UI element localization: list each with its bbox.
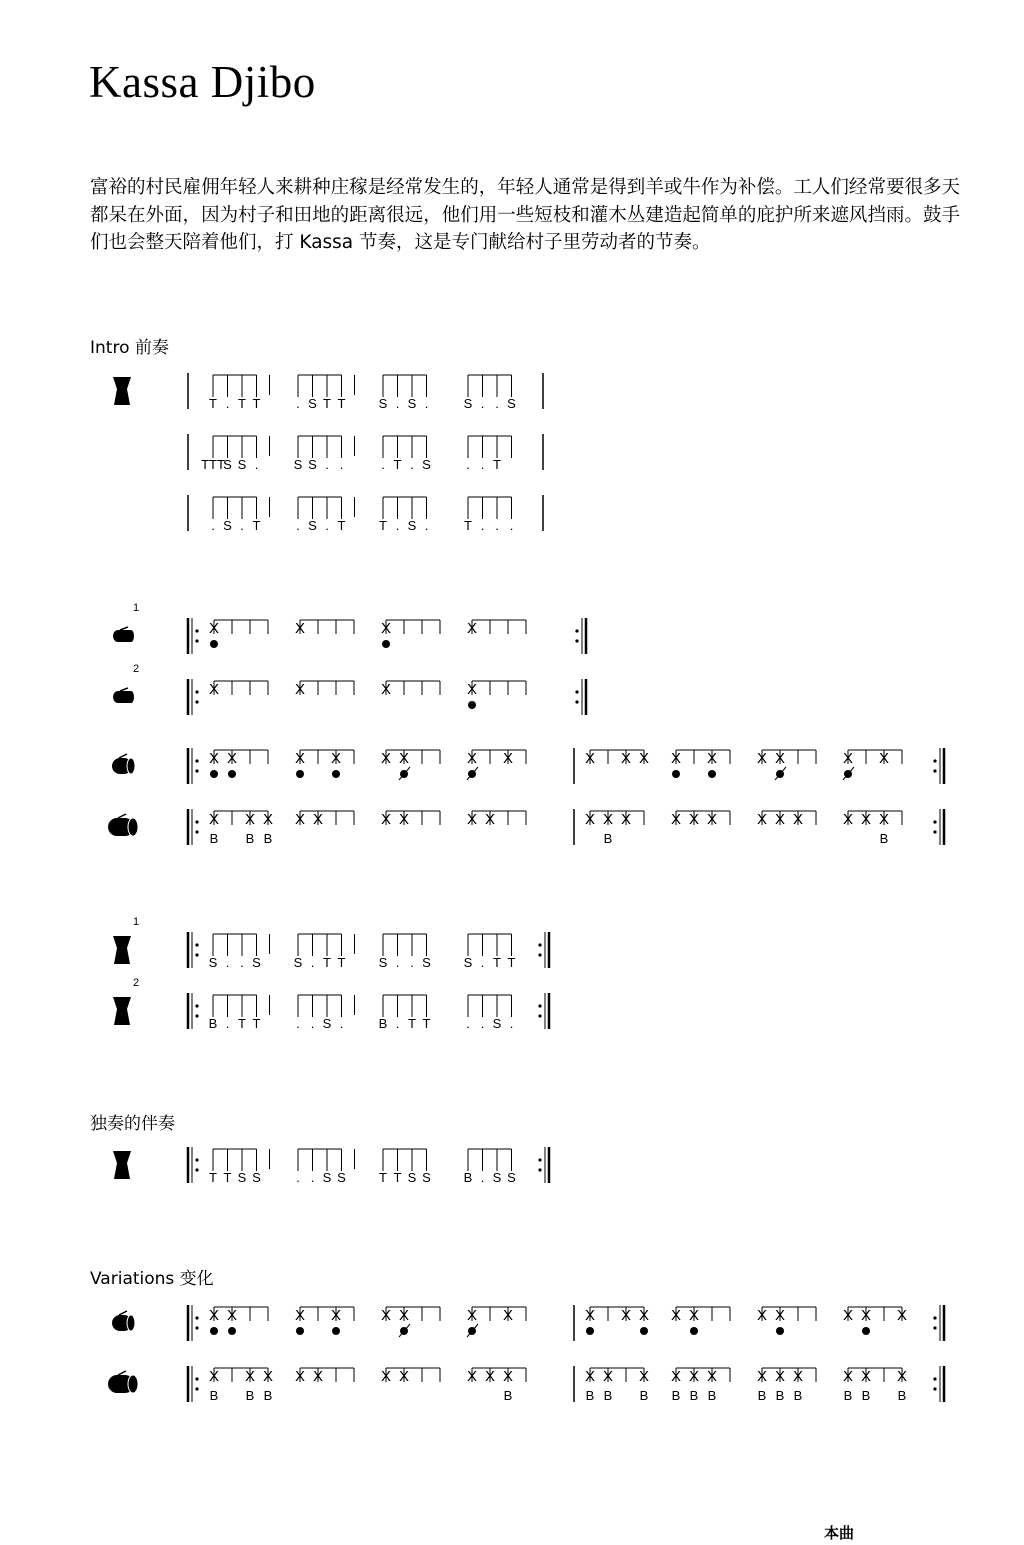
note-symbol: T — [323, 955, 331, 970]
djembe-icon — [113, 1151, 131, 1179]
hit-mark: X — [208, 811, 220, 828]
hit-mark: X — [398, 750, 410, 767]
hit-mark: X — [584, 1307, 596, 1324]
note-symbol: S — [463, 955, 473, 970]
bell-dot — [210, 770, 218, 778]
hit-mark: X — [842, 1307, 854, 1324]
section-label-variations: Variations 变化 — [90, 1269, 214, 1289]
note-symbol: . — [381, 457, 385, 472]
hit-mark: X — [756, 750, 768, 767]
note-symbol: S — [208, 955, 218, 970]
note-symbol: . — [225, 1016, 230, 1031]
hit-mark: X — [294, 811, 306, 828]
note-symbol: T — [252, 518, 261, 533]
note-symbol: S — [422, 457, 431, 472]
note-symbol: . — [310, 955, 315, 970]
stave-solo-accomp — [113, 1147, 549, 1185]
hit-mark: X — [380, 811, 392, 828]
hit-mark: X — [878, 811, 890, 828]
bass-mark: B — [757, 1388, 767, 1403]
note-symbol: . — [339, 457, 344, 472]
hit-mark: X — [706, 750, 718, 767]
note-symbol: . — [480, 396, 485, 411]
stave-number: 2 — [132, 977, 140, 989]
note-symbol: S — [308, 518, 317, 533]
bell-dot — [210, 1327, 218, 1335]
note-symbol: T — [223, 1170, 232, 1185]
rhythm-description: 富裕的村民雇佣年轻人来耕种庄稼是经常发生的，年轻人通常是得到羊或牛作为补偿。工人们经常要很多天都呆在外面，因为村子和田地的距离很远，他们用一些短枝和灌木丛建造起简单的庇护所来遮风挡雨。鼓手们也会整天陪着他们，打 Kassa 节奏，这是专门献给村子里劳动者的节奏。 — [90, 177, 960, 253]
hit-mark: X — [502, 750, 514, 767]
note-symbol: T — [323, 396, 331, 411]
note-symbol: . — [211, 518, 215, 533]
bell-dot — [690, 1327, 698, 1335]
note-symbol: T — [493, 955, 501, 970]
hit-mark: X — [670, 750, 682, 767]
note-symbol: T — [464, 518, 472, 533]
bass-mark: B — [245, 831, 255, 846]
hit-mark: X — [294, 681, 306, 698]
stave-djembe-2 — [113, 977, 549, 1031]
note-symbol: . — [410, 457, 414, 472]
hit-mark: X — [842, 811, 854, 828]
note-symbol: . — [310, 1170, 315, 1185]
hit-mark: X — [774, 1307, 786, 1324]
bass-mark: B — [603, 1388, 613, 1403]
note-symbol: TTT — [201, 457, 225, 472]
hit-mark: X — [398, 811, 410, 828]
note-symbol: T — [209, 396, 217, 411]
note-symbol: . — [509, 518, 514, 533]
stave-kenkeni-1 — [113, 602, 586, 654]
hit-mark: X — [670, 1368, 682, 1385]
bell-dot — [640, 1327, 648, 1335]
hit-mark: X — [208, 1368, 220, 1385]
hit-mark: X — [262, 1368, 274, 1385]
bass-mark: B — [897, 1388, 907, 1403]
note-symbol: S — [378, 955, 388, 970]
stave-var-sangban — [112, 1305, 944, 1341]
hit-mark: X — [706, 811, 718, 828]
hit-mark: X — [602, 1368, 614, 1385]
hit-mark: X — [602, 811, 614, 828]
bass-mark: B — [263, 831, 273, 846]
hit-mark: X — [244, 1368, 256, 1385]
note-symbol: B — [208, 1016, 218, 1031]
hit-mark: X — [294, 750, 306, 767]
hit-mark: X — [466, 1307, 478, 1324]
stave-kenkeni-2 — [113, 663, 586, 715]
hit-mark: X — [244, 811, 256, 828]
hit-mark: X — [398, 1307, 410, 1324]
note-symbol: . — [296, 518, 300, 533]
hit-mark: X — [756, 1307, 768, 1324]
note-symbol: S — [407, 1170, 417, 1185]
note-symbol: . — [339, 1016, 344, 1031]
note-symbol: S — [223, 518, 232, 533]
note-symbol: S — [223, 457, 232, 472]
bass-mark: B — [209, 1388, 219, 1403]
bass-mark: B — [639, 1388, 649, 1403]
note-symbol: S — [293, 955, 303, 970]
note-symbol: . — [495, 518, 499, 533]
note-symbol: . — [310, 1016, 315, 1031]
hit-mark: X — [842, 1368, 854, 1385]
bass-mark: B — [843, 1388, 853, 1403]
hit-mark: X — [620, 750, 632, 767]
note-symbol: . — [466, 1016, 470, 1031]
page-title: Kassa Djibo — [89, 57, 316, 107]
bass-mark: B — [671, 1388, 681, 1403]
hit-mark: X — [584, 811, 596, 828]
hit-mark: X — [774, 811, 786, 828]
bass-mark: B — [861, 1388, 871, 1403]
hit-mark: X — [312, 1368, 324, 1385]
hit-mark: X — [860, 1368, 872, 1385]
hit-mark: X — [208, 681, 220, 698]
hit-mark: X — [792, 811, 804, 828]
note-symbol: S — [252, 1170, 261, 1185]
djembe-icon — [113, 997, 131, 1025]
bass-mark: B — [793, 1388, 803, 1403]
bell-dot — [228, 1327, 236, 1335]
stave-dundunba — [108, 809, 944, 846]
hit-mark: X — [670, 1307, 682, 1324]
bell-dot — [228, 770, 236, 778]
hit-mark: X — [294, 1368, 306, 1385]
hit-mark: X — [502, 1307, 514, 1324]
bass-mark: B — [245, 1388, 255, 1403]
hit-mark: X — [380, 620, 392, 637]
hit-mark: X — [584, 750, 596, 767]
hit-mark: X — [466, 1368, 478, 1385]
note-symbol: T — [209, 1170, 217, 1185]
hit-mark: X — [774, 1368, 786, 1385]
stave-var-dundunba — [108, 1366, 944, 1403]
bell-dot — [296, 770, 304, 778]
section-label-solo: 独奏的伴奏 — [90, 1114, 175, 1134]
note-symbol: T — [252, 1016, 261, 1031]
note-symbol: S — [492, 1016, 502, 1031]
note-symbol: . — [240, 955, 244, 970]
hit-mark: X — [688, 1368, 700, 1385]
hit-mark: X — [226, 1307, 238, 1324]
hit-mark: X — [466, 750, 478, 767]
note-symbol: S — [422, 955, 431, 970]
note-symbol: . — [395, 955, 400, 970]
bass-mark: B — [209, 831, 219, 846]
hit-mark: X — [688, 1307, 700, 1324]
hit-mark: X — [638, 1368, 650, 1385]
note-symbol: S — [507, 1170, 516, 1185]
note-symbol: . — [325, 457, 329, 472]
hit-mark: X — [688, 811, 700, 828]
note-symbol: . — [296, 1016, 300, 1031]
bell-dot — [210, 640, 218, 648]
hit-mark: X — [466, 811, 478, 828]
section-label-intro: Intro 前奏 — [90, 338, 169, 358]
note-symbol: S — [378, 396, 388, 411]
note-symbol: S — [308, 457, 317, 472]
hit-mark: X — [842, 750, 854, 767]
note-symbol: . — [225, 396, 230, 411]
hit-mark: X — [208, 750, 220, 767]
note-symbol: . — [395, 1016, 400, 1031]
note-symbol: T — [337, 955, 346, 970]
hit-mark: X — [756, 1368, 768, 1385]
note-symbol: T — [493, 457, 501, 472]
note-symbol: S — [492, 1170, 502, 1185]
djembe-icon — [113, 936, 131, 964]
hit-mark: X — [792, 1368, 804, 1385]
hit-mark: X — [896, 1307, 908, 1324]
note-symbol: . — [225, 955, 230, 970]
hit-mark: X — [380, 1368, 392, 1385]
note-symbol: T — [252, 396, 261, 411]
note-symbol: . — [495, 396, 499, 411]
hit-mark: X — [878, 750, 890, 767]
note-symbol: S — [337, 1170, 346, 1185]
note-symbol: T — [393, 457, 402, 472]
hit-mark: X — [380, 750, 392, 767]
hit-mark: X — [756, 811, 768, 828]
note-symbol: . — [424, 518, 429, 533]
note-symbol: T — [238, 1016, 246, 1031]
hit-mark: X — [466, 620, 478, 637]
hit-mark: X — [484, 811, 496, 828]
hit-mark: X — [330, 750, 342, 767]
hit-mark: X — [208, 620, 220, 637]
note-symbol: . — [480, 955, 485, 970]
stave-djembe-1 — [113, 916, 549, 970]
note-symbol: T — [408, 1016, 416, 1031]
note-symbol: . — [254, 457, 259, 472]
stave-intro-2 — [188, 434, 543, 472]
hit-mark: X — [638, 1307, 650, 1324]
hit-mark: X — [380, 681, 392, 698]
bell-dot — [382, 640, 390, 648]
bass-mark: B — [585, 1388, 595, 1403]
hit-mark: X — [208, 1307, 220, 1324]
note-symbol: T — [379, 518, 387, 533]
hit-mark: X — [398, 1368, 410, 1385]
hit-mark: X — [502, 1368, 514, 1385]
bass-mark: B — [263, 1388, 273, 1403]
hit-mark: X — [294, 1307, 306, 1324]
hit-mark: X — [484, 1368, 496, 1385]
stave-number: 1 — [132, 602, 140, 614]
hit-mark: X — [860, 1307, 872, 1324]
note-symbol: T — [393, 1170, 402, 1185]
hit-mark: X — [330, 1307, 342, 1324]
bell-dot — [332, 770, 340, 778]
note-symbol: . — [325, 518, 329, 533]
stave-intro-3 — [188, 495, 543, 533]
bell-dot — [708, 770, 716, 778]
bass-mark: B — [603, 831, 613, 846]
hit-mark: X — [380, 1307, 392, 1324]
hit-mark: X — [294, 620, 306, 637]
bass-mark: B — [503, 1388, 513, 1403]
bell-dot — [776, 1327, 784, 1335]
note-symbol: S — [507, 396, 516, 411]
note-symbol: . — [395, 518, 400, 533]
note-symbol: . — [240, 518, 244, 533]
note-symbol: T — [507, 955, 516, 970]
bell-dot — [862, 1327, 870, 1335]
note-symbol: . — [410, 955, 414, 970]
note-symbol: T — [238, 396, 246, 411]
hit-mark: X — [312, 811, 324, 828]
hit-mark: X — [466, 681, 478, 698]
note-symbol: S — [237, 1170, 247, 1185]
bass-mark: B — [879, 831, 889, 846]
note-symbol: S — [407, 396, 417, 411]
note-symbol: T — [337, 518, 346, 533]
hit-mark: X — [262, 811, 274, 828]
stave-sangban — [112, 748, 944, 784]
note-symbol: B — [378, 1016, 388, 1031]
stave-intro-1 — [113, 373, 543, 411]
note-symbol: B — [463, 1170, 473, 1185]
note-symbol: T — [422, 1016, 431, 1031]
note-symbol: S — [322, 1016, 332, 1031]
hit-mark: X — [774, 750, 786, 767]
hit-mark: X — [896, 1368, 908, 1385]
hit-mark: X — [670, 811, 682, 828]
note-symbol: S — [322, 1170, 332, 1185]
bass-mark: B — [689, 1388, 699, 1403]
note-symbol: . — [480, 457, 485, 472]
note-symbol: . — [509, 1016, 514, 1031]
hit-mark: X — [860, 811, 872, 828]
note-symbol: S — [293, 457, 303, 472]
hit-mark: X — [706, 1368, 718, 1385]
footer-label: 本曲 — [824, 1524, 855, 1542]
note-symbol: . — [466, 457, 470, 472]
bell-dot — [672, 770, 680, 778]
note-symbol: . — [424, 396, 429, 411]
note-symbol: S — [463, 396, 473, 411]
hit-mark: X — [620, 811, 632, 828]
stave-number: 2 — [132, 663, 140, 675]
bell-dot — [586, 1327, 594, 1335]
djembe-icon — [113, 377, 131, 405]
bell-dot — [468, 701, 476, 709]
note-symbol: T — [379, 1170, 387, 1185]
bell-dot — [296, 1327, 304, 1335]
stave-number: 1 — [132, 916, 140, 928]
note-symbol: . — [480, 1016, 485, 1031]
note-symbol: S — [422, 1170, 431, 1185]
note-symbol: . — [395, 396, 400, 411]
hit-mark: X — [638, 750, 650, 767]
note-symbol: . — [480, 518, 485, 533]
note-symbol: S — [252, 955, 261, 970]
hit-mark: X — [620, 1307, 632, 1324]
note-symbol: T — [337, 396, 346, 411]
note-symbol: . — [480, 1170, 485, 1185]
note-symbol: S — [237, 457, 247, 472]
bell-dot — [332, 1327, 340, 1335]
bass-mark: B — [707, 1388, 717, 1403]
hit-mark: X — [226, 750, 238, 767]
note-symbol: S — [407, 518, 417, 533]
hit-mark: X — [584, 1368, 596, 1385]
bass-mark: B — [775, 1388, 785, 1403]
note-symbol: . — [296, 396, 300, 411]
note-symbol: S — [308, 396, 317, 411]
note-symbol: . — [296, 1170, 300, 1185]
